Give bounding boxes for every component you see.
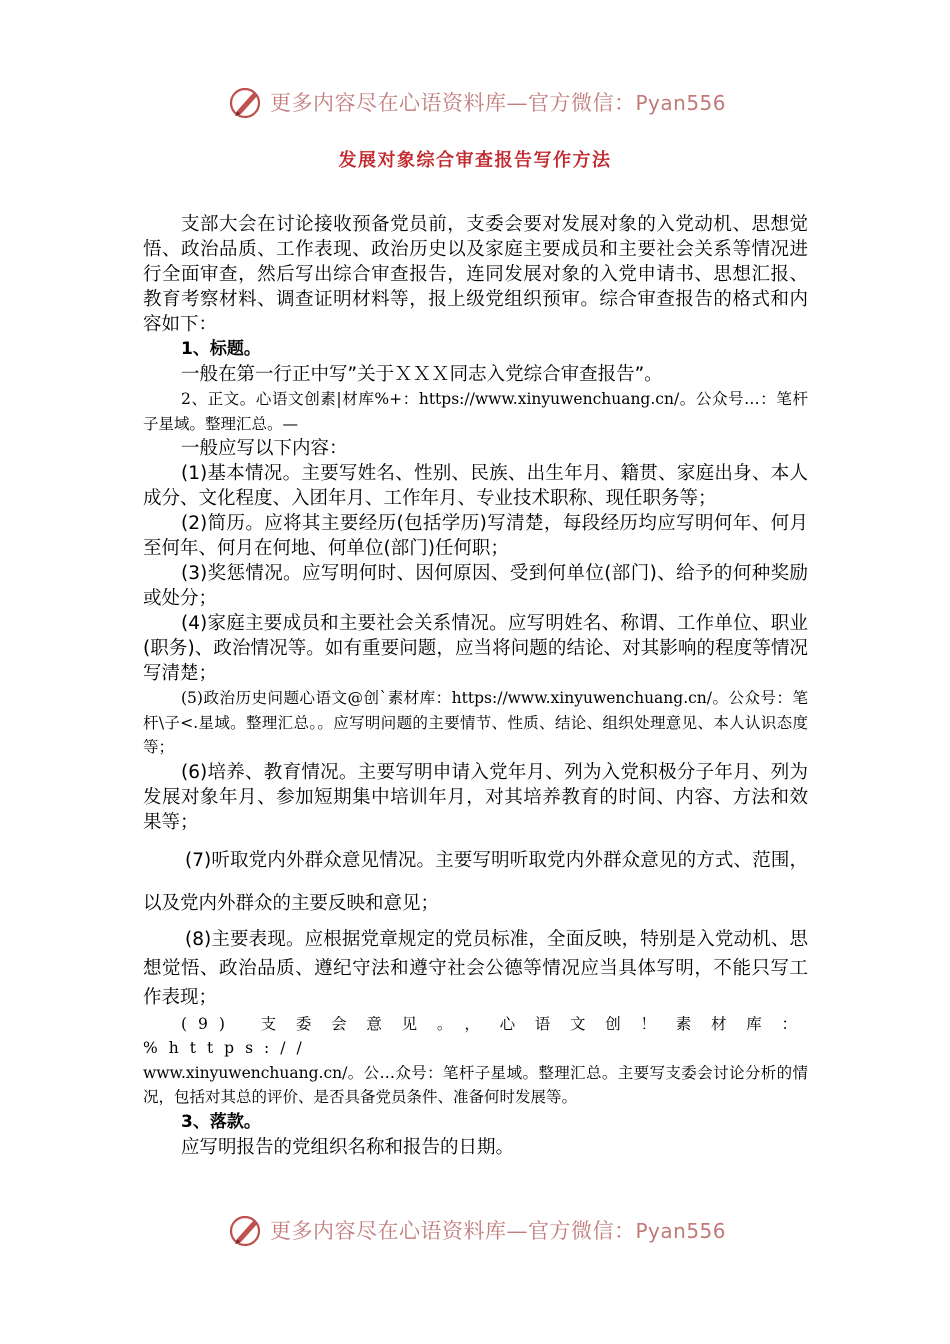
section-3-body: 应写明报告的党组织名称和报告的日期。	[181, 1136, 515, 1158]
list-item: (1)基本情况。主要写姓名、性别、民族、出生年月、籍贯、家庭出身、本人成分、文化程度、入团年月、工作年月、专业技术职称、现任职务等；	[143, 463, 808, 509]
section-1-body: 一般在第一行正中写”关于ＸＸＸ同志入党综合审查报告”。	[181, 364, 663, 385]
footer-banner	[228, 1210, 748, 1250]
section-2-body: 一般应写以下内容：	[181, 438, 348, 459]
pen-logo-icon	[228, 1212, 264, 1248]
banner-text: 更多内容尽在心语资料库—官方微信：Pyan556	[270, 1219, 727, 1243]
section-heading-2: 2、正文。心语文创素|材库%+：https://www.xinyuwenchuang.cn/。公众号…：笔杆子星域。整理汇总。—	[143, 390, 808, 433]
list-item-9-body: www.xinyuwenchuang.cn/。公…众号：笔杆子星域。整理汇总。主要写支委会讨论分析的情况，包括对其总的评价、是否具备党员条件、准备何时发展等。	[143, 1063, 808, 1106]
list-item: (4)家庭主要成员和主要社会关系情况。应写明姓名、称谓、工作单位、职业(职务)、政治情况等。如有重要问题，应当将问题的结论、对其影响的程度等情况写清楚；	[143, 613, 808, 684]
document-body	[143, 212, 808, 1160]
section-heading-1: 1、标题。	[181, 339, 261, 359]
list-item: (6)培养、教育情况。主要写明申请入党年月、列为入党积极分子年月、列为发展对象年月、参加短期集中培训年月，对其培养教育的时间、内容、方法和效果等；	[143, 761, 808, 833]
list-item-9-head: (9) 支委会意见。，心语文创！素材库：%https://	[143, 1014, 808, 1057]
document-title: 发展对象综合审查报告写作方法	[338, 150, 612, 171]
banner-text: 更多内容尽在心语资料库—官方微信：Pyan556	[270, 91, 727, 115]
pen-logo-icon	[228, 84, 264, 120]
intro-paragraph: 支部大会在讨论接收预备党员前，支委会要对发展对象的入党动机、思想觉悟、政治品质、工作表现、政治历史以及家庭主要成员和主要社会关系等情况进行全面审查，然后写出综合审查报告，连同发展对象的入党申请书、思想汇报、教育考察材料、调查证明材料等，报上级党组织预审。综合审查报告的格式和内容如下：	[143, 214, 808, 335]
list-item: (3)奖惩情况。应写明何时、因何原因、受到何单位(部门)、给予的何种奖励或处分；	[143, 563, 808, 609]
list-item: (8)主要表现。应根据党章规定的党员标准，全面反映，特别是入党动机、思想觉悟、政治品质、遵纪守法和遵守社会公德等情况应当具体写明，不能只写工作表现；	[143, 928, 808, 1008]
list-item: (7)听取党内外群众意见情况。主要写明听取党内外群众意见的方式、范围，以及党内外群众的主要反映和意见；	[143, 849, 808, 914]
section-heading-3: 3、落款。	[181, 1111, 261, 1132]
header-banner	[228, 82, 748, 122]
list-item: (5)政治历史问题心语文@创`素材库：https://www.xinyuwenchuang.cn/。公众号：笔杆\子<.星域。整理汇总。。应写明问题的主要情节、性质、结论、组织处理意见、本人认识态度等；	[143, 689, 808, 756]
list-item: (2)简历。应将其主要经历(包括学历)写清楚，每段经历均应写明何年、何月至何年、何月在何地、何单位(部门)任何职；	[143, 513, 808, 559]
